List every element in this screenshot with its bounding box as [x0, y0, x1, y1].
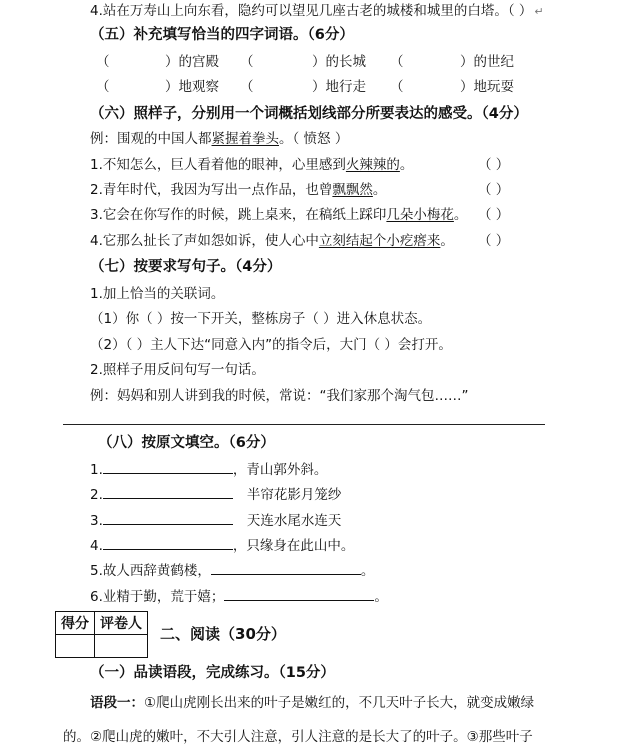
underlined-phrase: 飘飘然 — [332, 182, 373, 198]
s7-q1b: （2）（ ）主人下达“同意入内”的指令后，大门（ ）会打开。 — [90, 337, 452, 353]
fill-blank[interactable] — [103, 484, 233, 499]
reading-paragraph-line2: 的。②爬山虎的嫩叶，不大引人注意，引人注意的是长大了的叶子。③那些叶子 — [63, 729, 533, 745]
s6-q2: 2.青年时代，我因为写出一点作品，也曾飘飘然。 — [90, 182, 387, 198]
underlined-phrase: 火辣辣的 — [345, 157, 400, 173]
s5-row1-c6: ）的世纪 — [460, 54, 514, 70]
s6-example: 例：围观的中国人都紧握着拳头。（ 愤怒 ） — [90, 131, 349, 147]
s5-row1-c1: （ — [96, 54, 110, 70]
s7-q1a: （1）你（ ）按一下开关，整栋房子（ ）进入休息状态。 — [90, 311, 432, 327]
s6-q4-answer-paren[interactable]: （ ） — [478, 233, 510, 249]
s5-row2-c4: ）地行走 — [312, 79, 366, 95]
fill-blank[interactable] — [103, 510, 233, 525]
fill-blank[interactable] — [103, 535, 233, 550]
question-text: 4.站在万寿山上向东看，隐约可以望见几座古老的城楼和城里的白塔。（ ） — [90, 3, 533, 19]
s7-q1: 1.加上恰当的关联词。 — [90, 286, 225, 302]
s5-row1-c3: （ — [240, 54, 254, 70]
s5-row1-c5: （ — [390, 54, 404, 70]
s8-q4: 4. ，只缘身在此山中。 — [90, 535, 354, 556]
s5-row2-c6: ）地玩耍 — [460, 79, 514, 95]
s5-row1-c2: ）的宫殿 — [165, 54, 219, 70]
s8-q1: 1. ，青山郭外斜。 — [90, 459, 327, 480]
reading-section-title: 二、阅读（30分） — [160, 625, 286, 643]
s5-row2-c3: （ — [240, 79, 254, 95]
reading-paragraph-line1: 语段一：①爬山虎刚长出来的叶子是嫩红的，不几天叶子长大，就变成嫩绿 — [90, 695, 535, 711]
underlined-phrase: 立刻结起个小疙瘩来 — [318, 233, 441, 249]
s6-q3: 3.它会在你写作的时候，跳上桌来，在稿纸上踩印几朵小梅花。 — [90, 207, 468, 223]
fill-blank[interactable] — [103, 459, 233, 474]
s6-q3-answer-paren[interactable]: （ ） — [478, 207, 510, 223]
s5-row1-c4: ）的长城 — [312, 54, 366, 70]
passage-label: 语段一： — [90, 695, 144, 711]
s7-q2: 2.照样子用反问句写一句话。 — [90, 362, 265, 378]
s8-q5: 5.故人西辞黄鹤楼， 。 — [90, 560, 374, 581]
underlined-phrase: 几朵小梅花 — [386, 207, 454, 223]
s5-row2-c1: （ — [96, 79, 110, 95]
section-8-title: （八）按原文填空。（6分） — [98, 435, 275, 451]
fill-blank[interactable] — [224, 586, 374, 601]
s6-q4: 4.它那么扯长了声如怨如诉，使人心中立刻结起个小疙瘩来。 — [90, 233, 454, 249]
section-7-title: （七）按要求写句子。（4分） — [90, 259, 282, 275]
section-6-title: （六）照样子，分别用一个词概括划线部分所要表达的感受。（4分） — [90, 106, 528, 122]
underlined-phrase: 紧握着拳头 — [211, 131, 279, 147]
reading-subsection-title: （一）品读语段，完成练习。（15分） — [90, 665, 335, 681]
s8-q6: 6.业精于勤，荒于嬉； 。 — [90, 586, 388, 607]
s6-q1: 1.不知怎么，巨人看着他的眼神，心里感到火辣辣的。 — [90, 157, 414, 173]
s6-q1-answer-paren[interactable]: （ ） — [478, 157, 510, 173]
grader-header: 评卷人 — [95, 612, 148, 635]
score-header: 得分 — [56, 612, 95, 635]
s8-q3: 3. 天连水尾水连天 — [90, 510, 341, 531]
grader-cell[interactable] — [95, 635, 148, 658]
question-4-line — [90, 1, 544, 22]
answer-line[interactable] — [63, 424, 545, 425]
s8-q2: 2. 半帘花影月笼纱 — [90, 484, 341, 505]
score-table — [55, 611, 148, 658]
return-mark: ↵ — [534, 5, 544, 18]
section-5-title: （五）补充填写恰当的四字词语。（6分） — [90, 27, 354, 43]
s6-q2-answer-paren[interactable]: （ ） — [478, 182, 510, 198]
score-cell[interactable] — [56, 635, 95, 658]
s5-row2-c5: （ — [390, 79, 404, 95]
fill-blank[interactable] — [211, 560, 361, 575]
s7-example: 例：妈妈和别人讲到我的时候，常说：“我们家那个淘气包……” — [90, 388, 469, 404]
s5-row2-c2: ）地观察 — [165, 79, 219, 95]
